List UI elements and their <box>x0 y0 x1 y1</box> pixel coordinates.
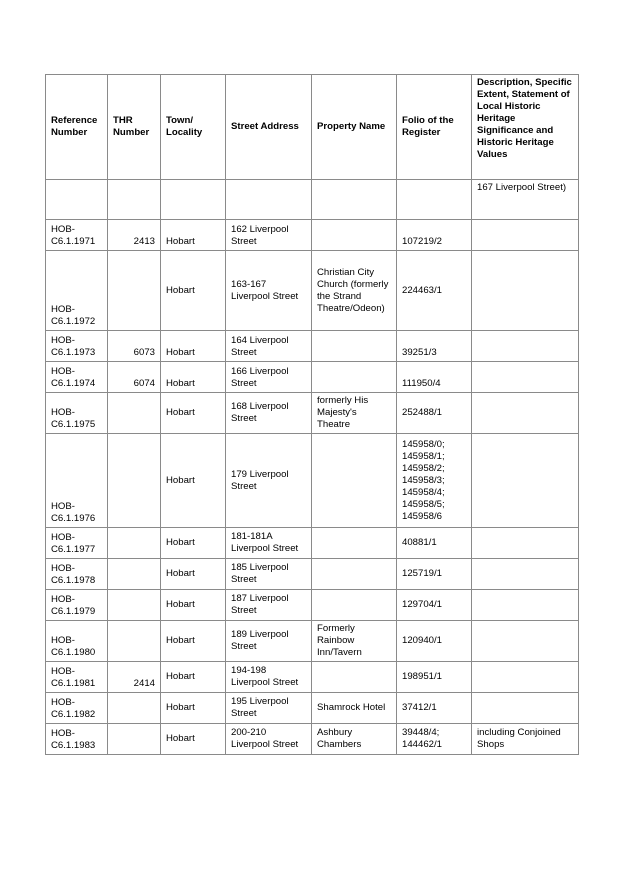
table-row <box>46 528 579 559</box>
cell-thr-number <box>108 693 161 724</box>
table-row <box>46 331 579 362</box>
cell-description <box>472 528 579 559</box>
cell-town: Hobart <box>161 693 226 724</box>
cell-thr-number <box>108 528 161 559</box>
cell-street-address: 189 Liverpool Street <box>226 621 312 662</box>
cell-town: Hobart <box>161 434 226 528</box>
cell-folio: 129704/1 <box>397 590 472 621</box>
header-street-address: Street Address <box>226 75 312 180</box>
cell-description <box>472 559 579 590</box>
cell-reference-number: HOB- C6.1.1983 <box>46 724 108 755</box>
cell-folio: 145958/0; 145958/1; 145958/2; 145958/3; 145958/4; 145958/5; 145958/6 <box>397 434 472 528</box>
cell-town: Hobart <box>161 559 226 590</box>
cell-street-address: 164 Liverpool Street <box>226 331 312 362</box>
cell-description <box>472 693 579 724</box>
cell-town: Hobart <box>161 724 226 755</box>
table-row <box>46 559 579 590</box>
cell-property-name <box>312 434 397 528</box>
cell-description <box>472 220 579 251</box>
cell-reference-number: HOB- C6.1.1977 <box>46 528 108 559</box>
cell-property-name <box>312 331 397 362</box>
cell-street-address: 181-181A Liverpool Street <box>226 528 312 559</box>
header-property-name: Property Name <box>312 75 397 180</box>
cell-thr-number: 6073 <box>108 331 161 362</box>
header-folio: Folio of the Register <box>397 75 472 180</box>
continuation-cell <box>397 180 472 220</box>
cell-property-name <box>312 528 397 559</box>
cell-reference-number: HOB- C6.1.1971 <box>46 220 108 251</box>
cell-street-address: 195 Liverpool Street <box>226 693 312 724</box>
table-row <box>46 393 579 434</box>
cell-street-address: 168 Liverpool Street <box>226 393 312 434</box>
continuation-cell <box>312 180 397 220</box>
header-description: Description, Specific Extent, Statement of Local Historic Heritage Significance and Historic Heritage Values <box>472 75 579 180</box>
header-thr-number: THR Number <box>108 75 161 180</box>
cell-thr-number <box>108 621 161 662</box>
header-row <box>46 75 579 180</box>
cell-folio: 37412/1 <box>397 693 472 724</box>
continuation-row <box>46 180 579 220</box>
cell-property-name: Shamrock Hotel <box>312 693 397 724</box>
header-reference-number: Reference Number <box>46 75 108 180</box>
cell-reference-number: HOB- C6.1.1974 <box>46 362 108 393</box>
cell-property-name <box>312 662 397 693</box>
cell-town: Hobart <box>161 393 226 434</box>
cell-description <box>472 662 579 693</box>
table-row <box>46 220 579 251</box>
cell-folio: 252488/1 <box>397 393 472 434</box>
table-row <box>46 693 579 724</box>
cell-town: Hobart <box>161 590 226 621</box>
cell-description: including Conjoined Shops <box>472 724 579 755</box>
cell-folio: 198951/1 <box>397 662 472 693</box>
continuation-cell <box>161 180 226 220</box>
cell-thr-number <box>108 434 161 528</box>
cell-folio: 224463/1 <box>397 251 472 331</box>
continuation-description: 167 Liverpool Street) <box>472 180 579 220</box>
table-row <box>46 621 579 662</box>
cell-thr-number: 2413 <box>108 220 161 251</box>
cell-property-name: Christian City Church (formerly the Strand Theatre/Odeon) <box>312 251 397 331</box>
cell-reference-number: HOB- C6.1.1982 <box>46 693 108 724</box>
cell-thr-number <box>108 251 161 331</box>
cell-folio: 125719/1 <box>397 559 472 590</box>
cell-folio: 39251/3 <box>397 331 472 362</box>
continuation-cell <box>108 180 161 220</box>
cell-reference-number: HOB- C6.1.1980 <box>46 621 108 662</box>
cell-street-address: 163-167 Liverpool Street <box>226 251 312 331</box>
cell-thr-number <box>108 590 161 621</box>
cell-town: Hobart <box>161 662 226 693</box>
cell-property-name <box>312 590 397 621</box>
heritage-register-table <box>45 74 579 755</box>
cell-town: Hobart <box>161 220 226 251</box>
cell-folio: 111950/4 <box>397 362 472 393</box>
cell-description <box>472 393 579 434</box>
cell-town: Hobart <box>161 621 226 662</box>
cell-reference-number: HOB- C6.1.1976 <box>46 434 108 528</box>
continuation-cell <box>226 180 312 220</box>
cell-reference-number: HOB- C6.1.1981 <box>46 662 108 693</box>
cell-thr-number <box>108 724 161 755</box>
cell-thr-number <box>108 559 161 590</box>
cell-description <box>472 362 579 393</box>
cell-reference-number: HOB- C6.1.1979 <box>46 590 108 621</box>
cell-street-address: 200-210 Liverpool Street <box>226 724 312 755</box>
continuation-cell <box>46 180 108 220</box>
cell-property-name <box>312 362 397 393</box>
table-row <box>46 590 579 621</box>
cell-description <box>472 251 579 331</box>
cell-description <box>472 434 579 528</box>
cell-folio: 107219/2 <box>397 220 472 251</box>
cell-folio: 40881/1 <box>397 528 472 559</box>
cell-street-address: 179 Liverpool Street <box>226 434 312 528</box>
cell-folio: 39448/4; 144462/1 <box>397 724 472 755</box>
table-row <box>46 251 579 331</box>
cell-street-address: 166 Liverpool Street <box>226 362 312 393</box>
cell-town: Hobart <box>161 331 226 362</box>
cell-street-address: 194-198 Liverpool Street <box>226 662 312 693</box>
cell-description <box>472 331 579 362</box>
header-town-locality: Town/ Locality <box>161 75 226 180</box>
cell-town: Hobart <box>161 362 226 393</box>
cell-description <box>472 621 579 662</box>
cell-street-address: 162 Liverpool Street <box>226 220 312 251</box>
cell-street-address: 185 Liverpool Street <box>226 559 312 590</box>
cell-thr-number: 6074 <box>108 362 161 393</box>
cell-reference-number: HOB- C6.1.1973 <box>46 331 108 362</box>
cell-property-name: formerly His Majesty's Theatre <box>312 393 397 434</box>
table-body <box>46 220 579 755</box>
cell-property-name: Formerly Rainbow Inn/Tavern <box>312 621 397 662</box>
table-row <box>46 662 579 693</box>
cell-property-name <box>312 559 397 590</box>
cell-description <box>472 590 579 621</box>
cell-folio: 120940/1 <box>397 621 472 662</box>
table-row <box>46 362 579 393</box>
cell-reference-number: HOB- C6.1.1975 <box>46 393 108 434</box>
cell-thr-number: 2414 <box>108 662 161 693</box>
table-row <box>46 434 579 528</box>
cell-town: Hobart <box>161 251 226 331</box>
cell-street-address: 187 Liverpool Street <box>226 590 312 621</box>
cell-thr-number <box>108 393 161 434</box>
cell-property-name <box>312 220 397 251</box>
cell-property-name: Ashbury Chambers <box>312 724 397 755</box>
cell-reference-number: HOB- C6.1.1978 <box>46 559 108 590</box>
table-row <box>46 724 579 755</box>
cell-reference-number: HOB- C6.1.1972 <box>46 251 108 331</box>
cell-town: Hobart <box>161 528 226 559</box>
